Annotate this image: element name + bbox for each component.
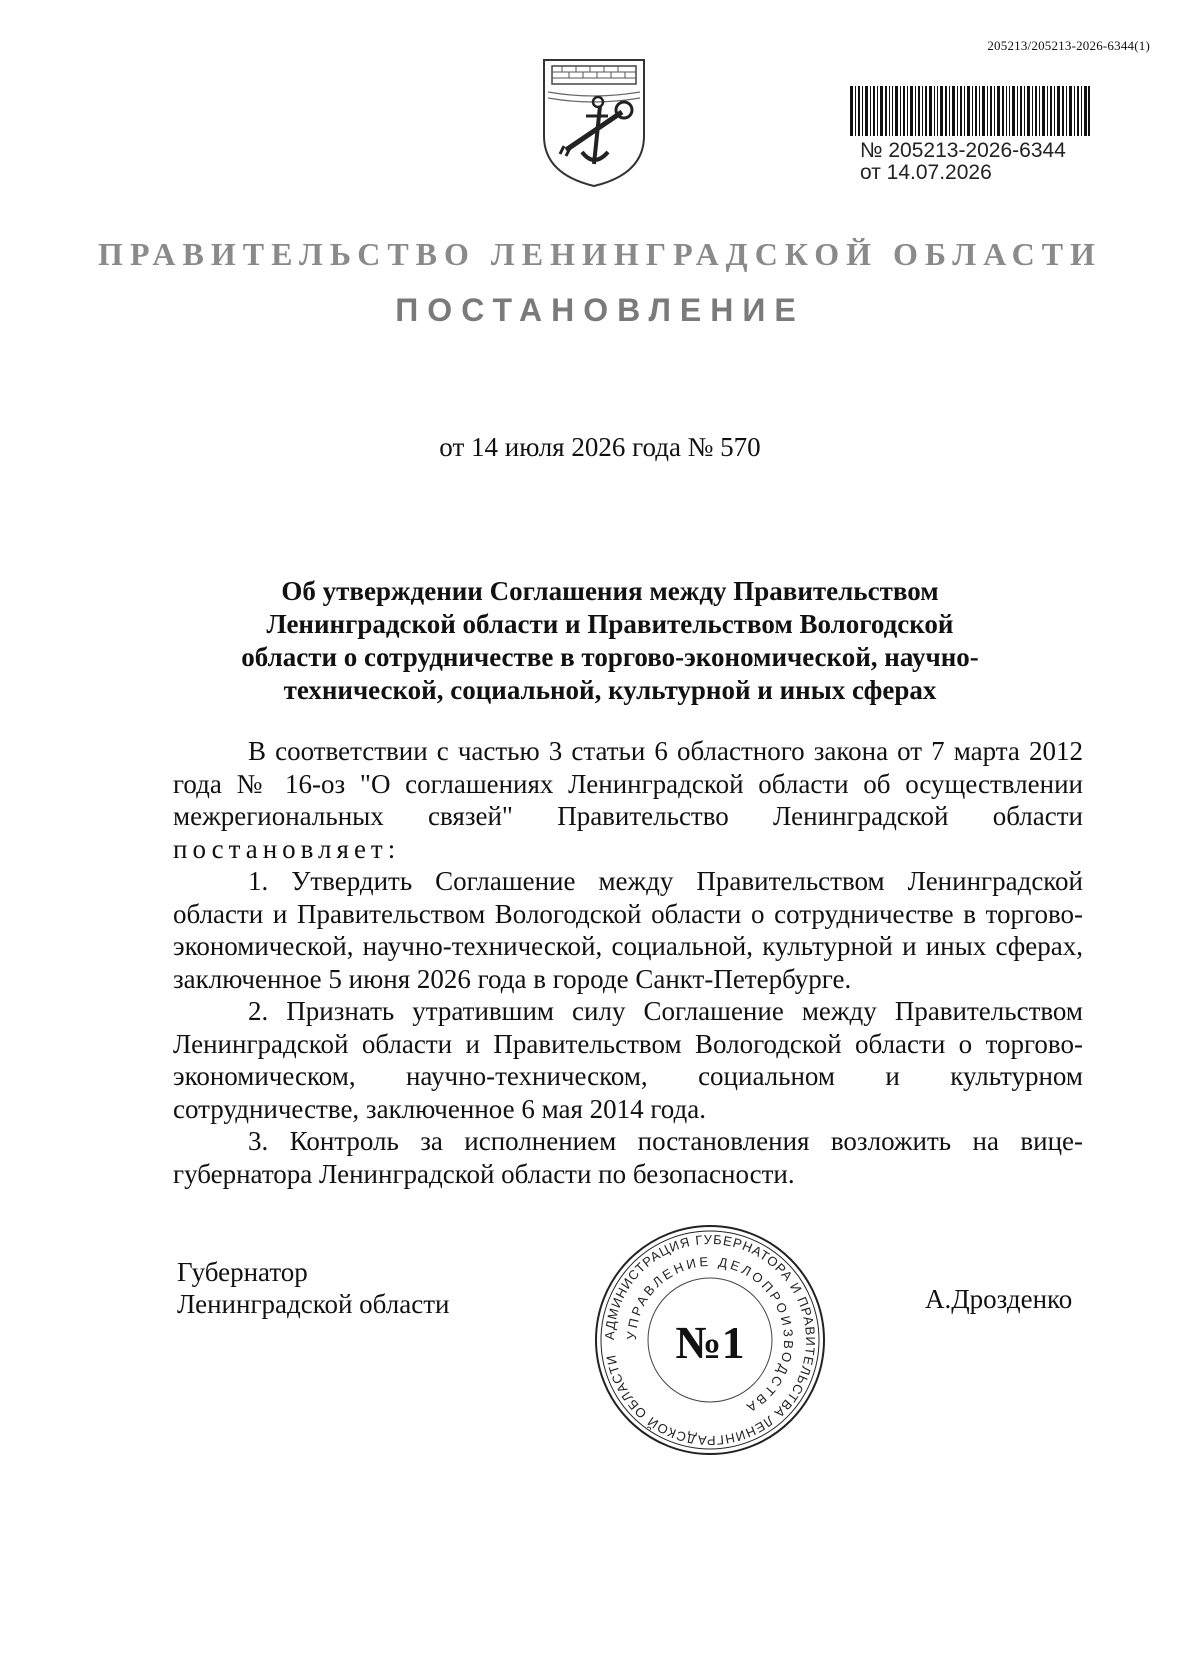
seal-number: №1 xyxy=(675,1317,745,1368)
item-paragraph-2: 2. Признать утратившим силу Соглашение между Правительством Ленинградской области и Правительством Вологодской области о торгово-экономическом, научно-техническом, социальном и культурном сотрудничестве, заключенное 6 мая 2014 года. xyxy=(173,996,1083,1124)
resolution-date-number: от 14 июля 2026 года № 570 xyxy=(439,432,761,462)
government-heading: ПРАВИТЕЛЬСТВО ЛЕНИНГРАДСКОЙ ОБЛАСТИ xyxy=(98,236,1102,272)
registration-number: № 205213-2026-6344 xyxy=(860,139,1066,162)
resolution-body xyxy=(173,735,1083,1190)
registration-date: от 14.07.2026 xyxy=(860,161,992,184)
official-seal xyxy=(590,1220,830,1460)
title-line: технической, социальной, культурной и иных сферах xyxy=(283,675,937,705)
title-line: Ленинградской области и Правительством Вологодской xyxy=(266,609,954,639)
position-line: Губернатор xyxy=(177,1257,308,1287)
preamble-resolves: постановляет: xyxy=(173,833,401,864)
barcode xyxy=(850,86,1090,136)
item-paragraph-3: 3. Контроль за исполнением постановления возложить на вице-губернатора Ленинградской области по безопасности. xyxy=(173,1126,1083,1189)
title-line: области о сотрудничестве в торгово-экономической, научно- xyxy=(241,642,979,672)
signatory-position xyxy=(177,1256,449,1320)
position-line: Ленинградской области xyxy=(177,1289,450,1319)
item-paragraph-1: 1. Утвердить Соглашение между Правительством Ленинградской области и Правительством Вологодской области о сотрудничестве в торгово-экономической, научно-технической, социальной, культурной и иных сферах, заключенное 5 июня 2026 года в городе Санкт-Петербурге. xyxy=(173,866,1083,994)
seal-inner-text: УПРАВЛЕНИЕ ДЕЛОПРОИЗВОДСТВА xyxy=(623,1253,797,1417)
preamble-paragraph xyxy=(173,735,1083,865)
seal-outer-text: АДМИНИСТРАЦИЯ ГУБЕРНАТОРА И ПРАВИТЕЛЬСТВА ЛЕНИНГРАДСКОЙ ОБЛАСТИ xyxy=(601,1231,819,1449)
title-line: Об утверждении Соглашения между Правительством xyxy=(281,576,939,606)
document-id: 205213/205213-2026-6344(1) xyxy=(987,38,1150,53)
document-type-heading: ПОСТАНОВЛЕНИЕ xyxy=(395,292,805,328)
coat-of-arms-emblem xyxy=(538,56,650,190)
preamble-text: В соответствии с частью 3 статьи 6 областного закона от 7 марта 2012 года № 16-оз "О соглашениях Ленинградской области об осуществлении межрегиональных связей" Правительство Ленинградской области xyxy=(173,736,1083,831)
resolution-title xyxy=(210,575,1010,707)
registration-stamp xyxy=(860,140,1066,184)
signatory-name: А.Дрозденко xyxy=(925,1284,1073,1314)
